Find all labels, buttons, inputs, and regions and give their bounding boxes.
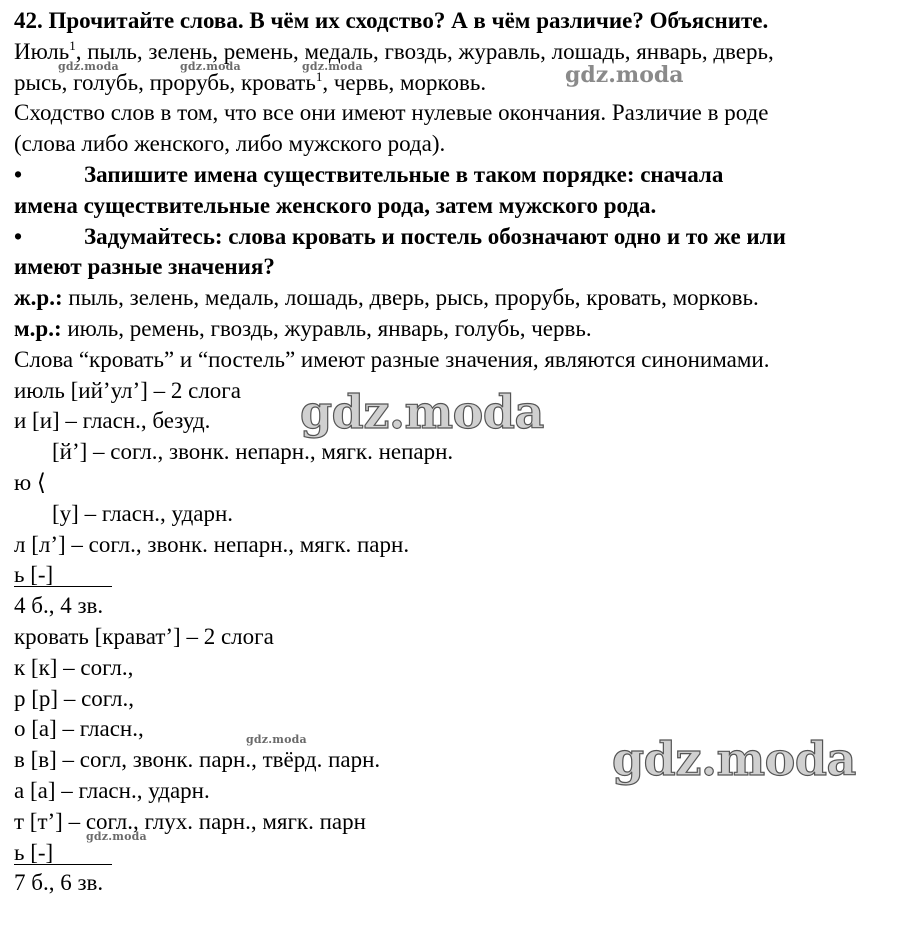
soft-sign-line (14, 560, 909, 591)
watermark-logo: gdz.moda (86, 830, 147, 843)
bullet-text: Задумайтесь: слова кровать и постель обозначают одно и то же или (84, 223, 786, 249)
soft-sign-line (14, 838, 909, 869)
analysis-2-title: кровать [крават’] – 2 слога (14, 623, 274, 649)
masculine-list (14, 314, 909, 345)
bullet-icon: • (14, 161, 23, 187)
analysis-line: ю ⟨ (14, 469, 46, 495)
synonyms-note: Слова “кровать” и “постель” имеют разные значения, являются синонимами. (14, 346, 770, 372)
word-list-text: рысь, голубь, прорубь, кровать (14, 69, 316, 95)
analysis-2-total: 7 б., 6 зв. (14, 870, 104, 896)
analysis-line: т [т’] – согл., глух. парн., мягк. парн (14, 808, 366, 834)
analysis-line: а [а] – гласн., ударн. (14, 777, 210, 803)
feminine-words: пыль, зелень, медаль, лошадь, дверь, рысь, прорубь, кровать, морковь. (62, 285, 759, 311)
soft-sign: ь [-] (14, 842, 112, 865)
bullet-task-2 (14, 222, 909, 253)
watermark-logo: gdz.moda (565, 62, 684, 88)
footnote-mark: 1 (315, 68, 323, 84)
watermark-logo: gdz.moda (302, 60, 363, 73)
word-list-line-1 (14, 37, 909, 68)
analysis-line: о [а] – гласн., (14, 716, 144, 742)
analysis-1-total: 4 б., 4 зв. (14, 593, 104, 619)
bullet-task-1-cont: имена существительные женского рода, затем мужского рода. (14, 192, 657, 218)
watermark-logo: gdz.moda (58, 60, 119, 73)
analysis-line: и [и] – гласн., безуд. (14, 408, 211, 434)
analysis-line: р [р] – согл., (14, 685, 135, 711)
bullet-icon: • (14, 223, 23, 249)
footnote-mark: 1 (69, 37, 76, 53)
bullet-text: Запишите имена существительные в таком порядке: сначала (84, 161, 724, 187)
analysis-line: к [к] – согл., (14, 654, 134, 680)
analysis-line: в [в] – согл, звонк. парн., твёрд. парн. (14, 747, 381, 773)
masculine-label: м.р.: (14, 315, 62, 341)
word-list-text: , пыль, зелень, ремень, медаль, гвоздь, журавль, лошадь, январь, дверь, (75, 38, 774, 64)
analysis-1-title: июль [ий’ул’] – 2 слога (14, 377, 241, 403)
task-heading: 42. Прочитайте слова. В чём их сходство? А в чём различие? Объясните. (14, 8, 769, 33)
analysis-line: [у] – гласн., ударн. (52, 500, 234, 526)
feminine-list (14, 283, 909, 314)
feminine-label: ж.р.: (14, 285, 63, 311)
answer-line: (слова либо женского, либо мужского рода). (14, 131, 446, 157)
bullet-task-2-cont: имеют разные значения? (14, 254, 275, 280)
watermark-logo: gdz.moda (612, 732, 856, 786)
word-list-line-2 (14, 68, 909, 99)
masculine-words: июль, ремень, гвоздь, журавль, январь, голубь, червь. (61, 315, 592, 341)
word-july: Июль (14, 38, 70, 64)
word-list-text: , червь, морковь. (322, 69, 487, 95)
watermark-logo: gdz.moda (246, 733, 307, 746)
analysis-line: [й’] – согл., звонк. непарн., мягк. непарн. (52, 439, 454, 465)
watermark-logo: gdz.moda (300, 385, 544, 439)
soft-sign: ь [-] (14, 564, 112, 587)
bullet-task-1 (14, 160, 909, 191)
watermark-logo: gdz.moda (180, 60, 241, 73)
analysis-line: л [л’] – согл., звонк. непарн., мягк. парн. (14, 531, 410, 557)
answer-line: Сходство слов в том, что все они имеют нулевые окончания. Различие в роде (14, 100, 769, 126)
